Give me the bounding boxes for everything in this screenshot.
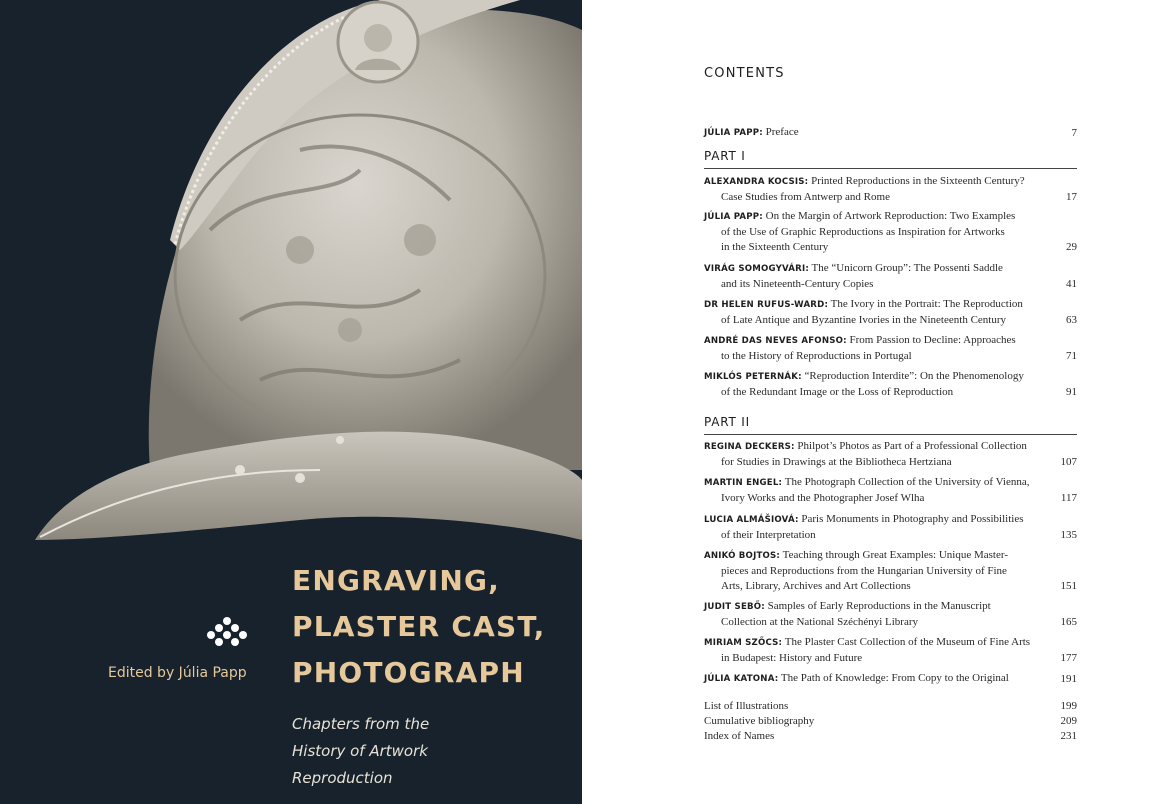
toc-page-number: 209 — [1060, 715, 1077, 727]
toc-title-line: of the Use of Graphic Reproductions as Inspiration for Artworks — [721, 226, 1005, 238]
toc-title-line: Printed Reproductions in the Sixteenth Century? — [811, 175, 1025, 187]
toc-title-line: for Studies in Drawings at the Bibliotheca Hertziana — [721, 456, 952, 468]
publisher-logo-icon — [206, 616, 248, 648]
toc-page-number: 231 — [1060, 730, 1077, 742]
cover-title-line: PLASTER CAST, — [292, 610, 546, 643]
toc-page-number: 17 — [1066, 191, 1077, 203]
toc-title-line: The Ivory in the Portrait: The Reproduction — [830, 298, 1023, 310]
toc-title-line: Preface — [765, 126, 799, 138]
cover-editor: Edited by Júlia Papp — [108, 665, 247, 681]
toc-entry[interactable] — [704, 599, 1077, 630]
toc-title-line: of Late Antique and Byzantine Ivories in the Nineteenth Century — [721, 314, 1007, 326]
part-label: PART I — [704, 149, 746, 163]
toc-entry-preface[interactable] — [704, 125, 1077, 141]
toc-page-number: 165 — [1060, 616, 1077, 628]
toc-title-line: and its Nineteenth-Century Copies — [721, 278, 874, 290]
toc-author: LUCIA ALMÁŠIOVÁ: — [704, 515, 799, 525]
toc-entry[interactable] — [704, 439, 1077, 470]
part-label: PART II — [704, 415, 750, 429]
toc-page-number: 135 — [1060, 529, 1077, 541]
toc-title-line: On the Margin of Artwork Reproduction: Two Examples — [765, 210, 1016, 222]
toc-title-line: Paris Monuments in Photography and Possibilities — [801, 513, 1024, 525]
back-matter-label: Index of Names — [704, 730, 775, 742]
toc-title-line: The “Unicorn Group”: The Possenti Saddle — [811, 262, 1003, 274]
toc-back-matter-item[interactable] — [704, 699, 1077, 714]
toc-title-line: Philpot’s Photos as Part of a Professional Collection — [797, 440, 1027, 452]
toc-page-number: 151 — [1060, 580, 1077, 592]
toc-entry[interactable] — [704, 548, 1077, 594]
toc-title-line: pieces and Reproductions from the Hungarian University of Fine — [721, 565, 1007, 577]
toc-title-line: to the History of Reproductions in Portugal — [721, 350, 912, 362]
toc-author: ANDRÉ DAS NEVES AFONSO: — [704, 336, 847, 346]
cover-title — [292, 558, 545, 696]
toc-title-line: The Path of Knowledge: From Copy to the Original — [780, 672, 1009, 684]
toc-title-line: in Budapest: History and Future — [721, 652, 863, 664]
toc-title-line: Arts, Library, Archives and Art Collections — [721, 580, 911, 592]
toc-page-number: 107 — [1060, 456, 1077, 468]
toc-author: JÚLIA KATONA: — [704, 674, 779, 684]
toc-title-line: The Plaster Cast Collection of the Museum of Fine Arts — [784, 636, 1031, 648]
book-cover — [0, 0, 582, 804]
toc-title-line: Ivory Works and the Photographer Josef Wlha — [721, 492, 925, 504]
toc-entry[interactable] — [704, 209, 1077, 255]
toc-author: MIRIAM SZŐCS: — [704, 638, 783, 648]
toc-entry[interactable] — [704, 333, 1077, 364]
cover-title-line: PHOTOGRAPH — [292, 656, 525, 689]
toc-author: ANIKÓ BOJTOS: — [704, 551, 781, 561]
toc-title-line: From Passion to Decline: Approaches — [849, 334, 1016, 346]
toc-author: MIKLÓS PETERNÁK: — [704, 372, 802, 382]
toc-entry[interactable] — [704, 297, 1077, 328]
toc-author: ALEXANDRA KOCSIS: — [704, 177, 809, 187]
toc-entry[interactable] — [704, 671, 1077, 687]
toc-page-number: 177 — [1060, 652, 1077, 664]
toc-back-matter-item[interactable] — [704, 729, 1077, 744]
toc-author: DR HELEN RUFUS-WARD: — [704, 300, 829, 310]
toc-page-number: 117 — [1060, 492, 1077, 504]
toc-back-matter-item[interactable] — [704, 714, 1077, 729]
toc-author: JÚLIA PAPP: — [704, 128, 763, 138]
toc-entry[interactable] — [704, 475, 1077, 506]
toc-entry[interactable] — [704, 512, 1077, 543]
toc-author: MARTIN ENGEL: — [704, 478, 783, 488]
part-heading — [704, 415, 1077, 435]
back-matter-label: List of Illustrations — [704, 700, 789, 712]
toc-entry[interactable] — [704, 174, 1077, 205]
toc-page-number: 191 — [1060, 673, 1077, 685]
cover-subtitle-line: Reproduction — [292, 769, 393, 787]
toc-title-line: in the Sixteenth Century — [721, 241, 829, 253]
toc-title-line: Collection at the National Széchényi Library — [721, 616, 919, 628]
toc-page-number: 91 — [1066, 386, 1077, 398]
toc-title-line: of their Interpretation — [721, 529, 816, 541]
toc-page-number: 199 — [1060, 700, 1077, 712]
toc-title-line: of the Redundant Image or the Loss of Reproduction — [721, 386, 954, 398]
cover-subtitle-line: History of Artwork — [292, 742, 428, 760]
toc-entry[interactable] — [704, 261, 1077, 292]
toc-page-number: 29 — [1066, 241, 1077, 253]
cover-title-line: ENGRAVING, — [292, 564, 501, 597]
toc-entry[interactable] — [704, 369, 1077, 400]
toc-title-line: The Photograph Collection of the University of Vienna, — [784, 476, 1030, 488]
toc-title-line: Case Studies from Antwerp and Rome — [721, 191, 890, 203]
engraved-helmet-photo — [0, 0, 582, 560]
back-matter-label: Cumulative bibliography — [704, 715, 815, 727]
toc-page-number: 63 — [1066, 314, 1077, 326]
toc-title-line: Teaching through Great Examples: Unique Master- — [782, 549, 1008, 561]
toc-page-number: 41 — [1066, 278, 1077, 290]
toc-author: JUDIT SEBŐ: — [704, 602, 765, 612]
cover-subtitle — [292, 711, 429, 792]
cover-subtitle-line: Chapters from the — [292, 715, 430, 733]
toc-page-number: 7 — [1071, 127, 1077, 139]
toc-page-number: 71 — [1066, 350, 1077, 362]
part-heading — [704, 149, 1077, 169]
toc-author: REGINA DECKERS: — [704, 442, 795, 452]
contents-heading: CONTENTS — [704, 66, 785, 81]
toc-author: JÚLIA PAPP: — [704, 212, 763, 222]
toc-author: VIRÁG SOMOGYVÁRI: — [704, 264, 809, 274]
toc-entry[interactable] — [704, 635, 1077, 666]
toc-title-line: Samples of Early Reproductions in the Manuscript — [767, 600, 991, 612]
toc-title-line: “Reproduction Interdite”: On the Phenomenology — [804, 370, 1024, 382]
